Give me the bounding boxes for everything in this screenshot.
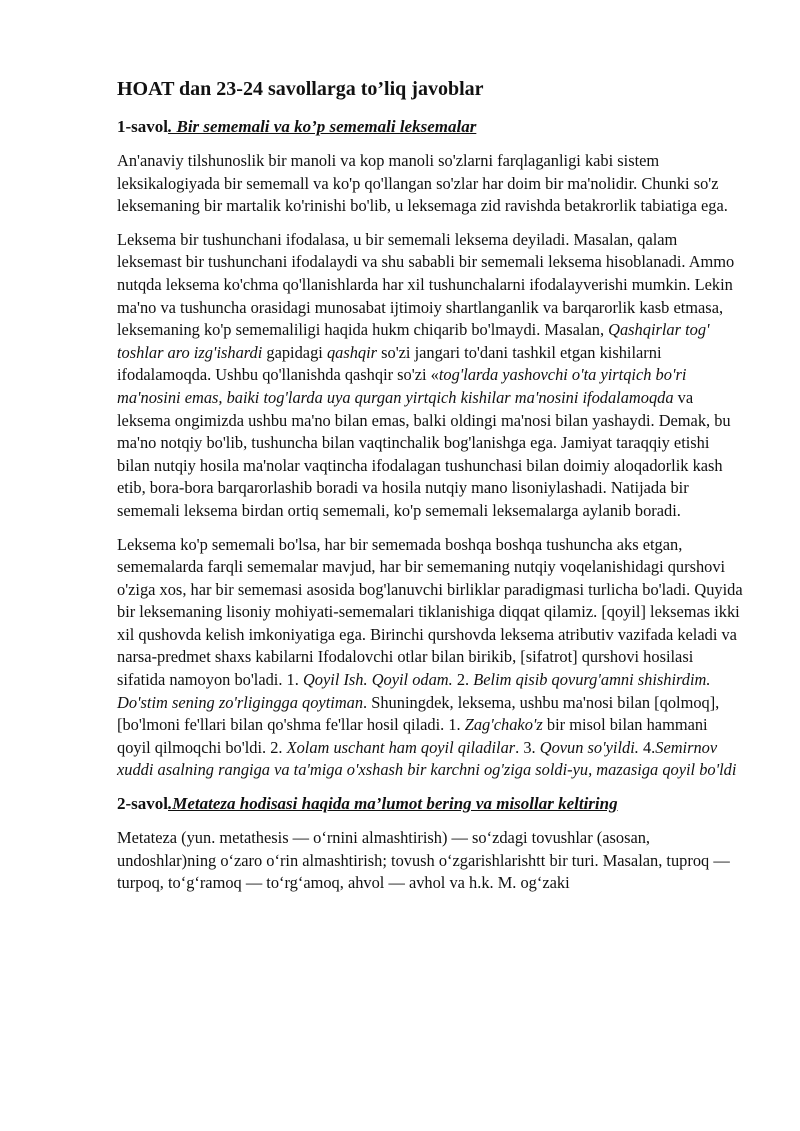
paragraph-3-text-3: . Shuningdek, leksema, ushbu ma'nosi bilan [qolmoq], [bo'lmoni fe'llari bilan qo'shma fe'llar hosil qiladi. 1.	[117, 692, 720, 735]
paragraph-3-example-3: Zag'chako'z	[464, 715, 543, 735]
paragraph-3-example-6: Semirnov xuddi asalning rangiga va ta'miga o'xshash bir karchni og'ziga soldi-yu, mazasiga qoyil bo'ldi	[117, 737, 737, 780]
question-1-label: 1-savol	[117, 117, 168, 136]
paragraph-4: Metateza (yun. metathesis — oʻrnini almashtirish) — soʻzdagi tovushlar (asosan, undoshlar)ning oʻzaro oʻrin almashtirish; tovush oʻzgarishlarishtt bir turi. Masalan, tuproq — turpoq, toʻgʻramoq — toʻrgʻamoq, ahvol — avhol va h.k. M. ogʻzaki	[117, 828, 730, 893]
paragraph-2-example-3: tog'larda yashovchi o'ta yirtqich bo'ri ma'nosini emas, baiki tog'larda uya qurgan yirtqich kishilar ma'nosini ifodalamoqda	[117, 365, 687, 407]
question-2-label: 2-savol	[117, 794, 168, 814]
paragraph-3	[117, 534, 745, 783]
question-1-heading	[117, 116, 745, 138]
paragraph-3-text-5: . 3.	[515, 737, 540, 757]
paragraph-2	[117, 229, 745, 523]
paragraph-3-example-5: Qovun so'yildi.	[539, 737, 639, 757]
paragraph-2-example-2: qashqir	[326, 342, 378, 362]
paragraph-2-text-1: Leksema bir tushunchani ifodalasa, u bir sememali leksema deyiladi. Masalan, qalam leksemast bir tushunchani ifodalaydi va shu sababli bir sememali leksema hisoblanadi. Ammo nutqda leksema ko'chma qo'llanishlarda har xil tushunchalarni ifodalayverishi mumkin. Lekin ma'no va tushuncha orasidagi munosabat ijtimoiy shartlanganlik va barqarorlik kasb etmasa, leksemaning ko'p sememaliligi haqida hukm chiqarib bo'lmaydi. Masalan,	[117, 229, 735, 340]
paragraph-2-text-2: gapidagi	[262, 342, 327, 362]
question-2-heading	[117, 793, 745, 815]
paragraph-3-text-2: 2.	[452, 670, 474, 690]
paragraph-3-text-4: bir misol bilan hammani qoyil qilmoqchi bo'ldi. 2.	[117, 715, 708, 757]
question-2-title: .Metateza hodisasi haqida ma’lumot bering va misollar keltiring	[168, 794, 618, 814]
document-body	[117, 76, 745, 906]
paragraph-3-text-6: 4.	[638, 737, 656, 757]
paragraph-3-example-1: Qoyil Ish. Qoyil odam.	[302, 670, 453, 690]
paragraph-3-example-2: Belim qisib qovurg'amni shishirdim. Do'stim sening zo'rligingga qoytiman	[117, 670, 711, 712]
paragraph-2-text-4: va leksema ongimizda ushbu ma'no bilan emas, balki oldingi ma'nosi bilan yashaydi. Demak, bu ma'no notqiy bo'lib, tushuncha bilan vaqtinchalik bog'lanishga ega. Jamiyat taraqqiy etishi bilan nutqiy hosila ma'nolar vaqtincha ifodalagan tushunchasi bilan doimiy aloqadorlik kash etib, bora-bora barqarorlashib boradi va hosila nutqiy mano lisoniylashadi. Natijada bir sememali leksema birdan ortiq sememali, ko'p sememali leksemalarga aylanib boradi.	[117, 387, 731, 520]
page-title: HOAT dan 23-24 savollarga to’liq javoblar	[117, 78, 484, 100]
question-1-title: . Bir sememali va ko’p sememali leksemalar	[168, 117, 477, 136]
paragraph-2-example-1: Qashqirlar tog' toshlar aro izg'ishardi	[117, 320, 710, 362]
paragraph-1: An'anaviy tilshunoslik bir manoli va kop manoli so'zlarni farqlaganligi kabi sistem leksikalogiyada bir sememall va ko'p qo'llangan so'zlar har doim bir ma'nolidir. Chunki so'z leksemaning bir martalik ko'rinishi bo'lib, u leksemaga zid ravishda betakrorlik tabiatiga ega.	[117, 151, 728, 216]
paragraph-3-example-4: Xolam uschant ham qoyil qiladilar	[286, 737, 516, 757]
paragraph-3-text-1: Leksema ko'p sememali bo'lsa, har bir sememada boshqa boshqa tushuncha aks etgan, sememalarda farqli sememalar mavjud, har bir sememaning nutqiy voqelanishidagi qurshovi o'ziga xos, har bir sememasi asosida bog'lanuvchi birliklar paradigmasi turlicha bo'ladi. Quyida bir leksemaning lisoniy mohiyati-sememalari tiklanishiga diqqat qilamiz. [qoyil] leksemas ikki xil qushovda kelish imkoniyatiga ega. Birinchi qurshovda leksema atributiv vazifada keladi va narsa-predmet shaxs kabilarni Ifodalovchi otlar bilan birikib, [sifatrot] qurshovi hosilasi sifatida namoyon bo'ladi. 1.	[117, 534, 743, 690]
paragraph-2-text-3: so'zi jangari to'dani tashkil etgan kishilarni ifodalamoqda. Ushbu qo'llanishda qashqir so'zi «	[117, 342, 662, 385]
